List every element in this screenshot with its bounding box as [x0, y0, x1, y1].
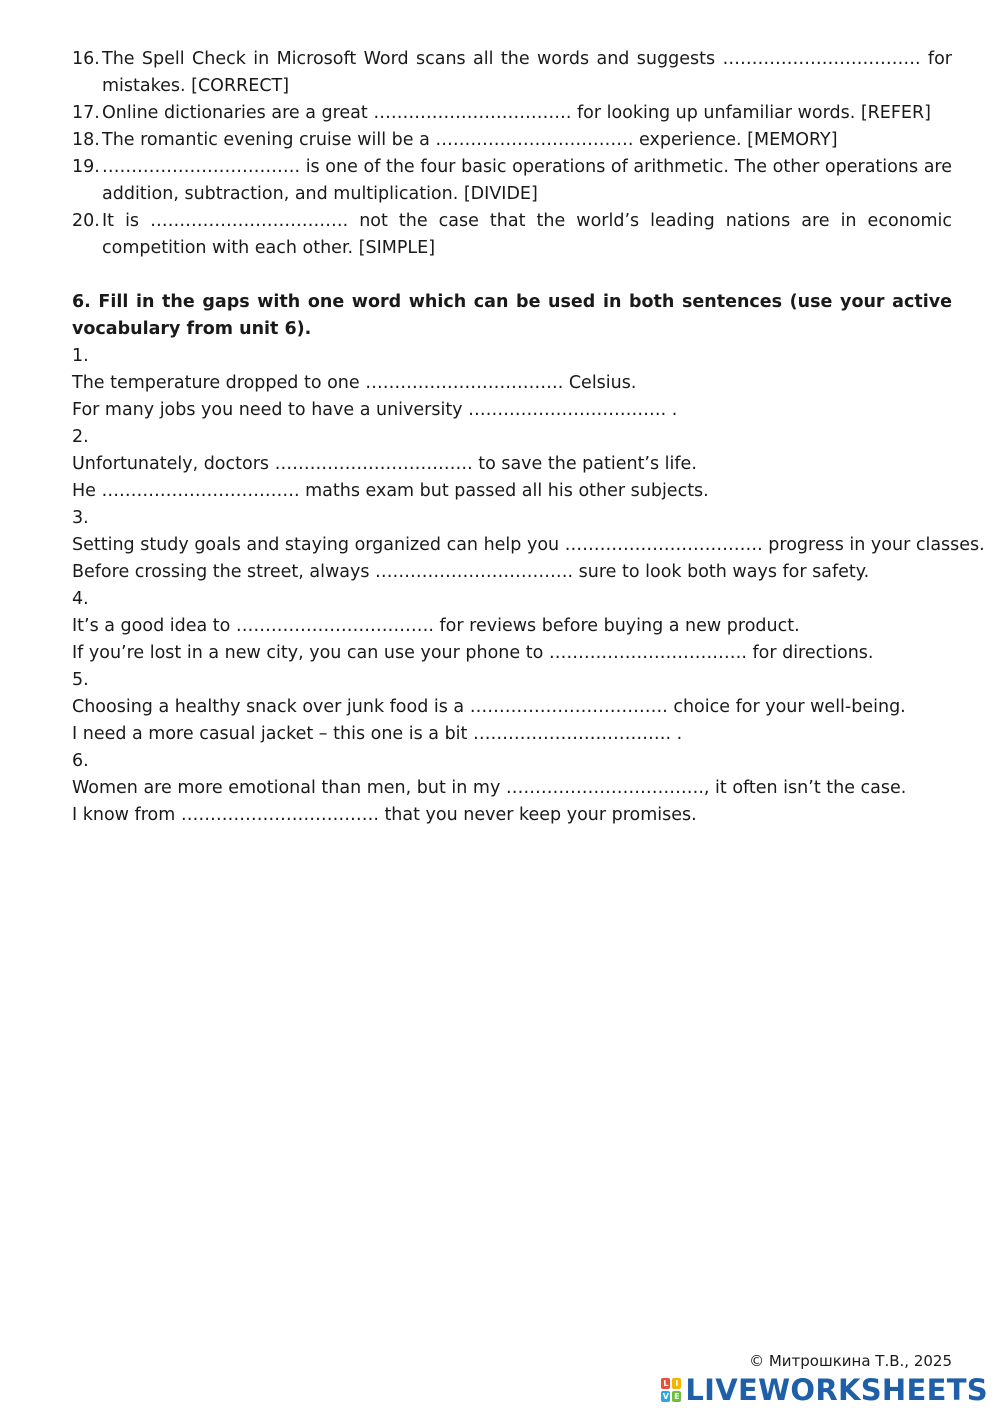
exercise5-list [72, 46, 952, 262]
item-number: 4. [72, 589, 89, 609]
gap-sentence: Women are more emotional than men, but in my ……………………………., it often isn’t the case. [72, 778, 907, 798]
logo-tile: I [672, 1378, 681, 1389]
gap-sentence: Unfortunately, doctors ……………………………. to save the patient’s life. [72, 454, 697, 474]
item-number: 6. [72, 751, 89, 771]
exercise6-heading: 6. Fill in the gaps with one word which can be used in both sentences (use your active vocabulary from unit 6). [72, 292, 952, 339]
copyright-notice: © Митрошкина Т.В., 2025 [749, 1352, 952, 1370]
item-number: 3. [72, 508, 89, 528]
logo-tile: L [663, 1379, 669, 1388]
gap-sentence: I need a more casual jacket – this one is a bit ……………………………. . [72, 724, 683, 744]
liveworksheets-grid-icon [661, 1378, 681, 1402]
item-number: 1. [72, 346, 89, 366]
gap-sentence: For many jobs you need to have a university ……………………………. . [72, 400, 678, 420]
gap-sentence: I know from ……………………………. that you never keep your promises. [72, 805, 697, 825]
logo-tile: V [662, 1392, 669, 1401]
gap-sentence: Setting study goals and staying organized can help you ……………………………. progress in your classes. [72, 535, 985, 555]
item-number: 2. [72, 427, 89, 447]
list-item: 18. The romantic evening cruise will be a ……………………………. experience. [MEMORY] [72, 130, 838, 150]
gap-sentence: He ……………………………. maths exam but passed all his other subjects. [72, 481, 709, 501]
logo-tile: E [674, 1392, 680, 1401]
list-item: 17. Online dictionaries are a great ……………………………. for looking up unfamiliar words. [REFER] [72, 103, 931, 123]
worksheet-page [72, 46, 985, 829]
list-item: 20. It is ……………………………. not the case that the world’s leading nations are in economic competition with each other. [SIMPLE] [72, 211, 952, 258]
gap-sentence: Choosing a healthy snack over junk food is a ……………………………. choice for your well-being. [72, 697, 906, 717]
gap-sentence: It’s a good idea to ……………………………. for reviews before buying a new product. [72, 616, 800, 636]
brand-name: LIVEWORKSHEETS [685, 1372, 988, 1407]
liveworksheets-logo[interactable] [661, 1372, 988, 1408]
gap-sentence: The temperature dropped to one ……………………………. Celsius. [72, 373, 637, 393]
item-number: 5. [72, 670, 89, 690]
list-item: 19. ……………………………. is one of the four basic operations of arithmetic. The other operations are addition, subtraction, and multiplication. [DIVIDE] [72, 157, 952, 204]
exercise6-items [72, 343, 985, 829]
list-item: 16. The Spell Check in Microsoft Word scans all the words and suggests ……………………………. for mistakes. [CORRECT] [72, 49, 952, 96]
gap-sentence: Before crossing the street, always ……………………………. sure to look both ways for safety. [72, 562, 870, 582]
gap-sentence: If you’re lost in a new city, you can use your phone to ……………………………. for directions. [72, 643, 874, 663]
